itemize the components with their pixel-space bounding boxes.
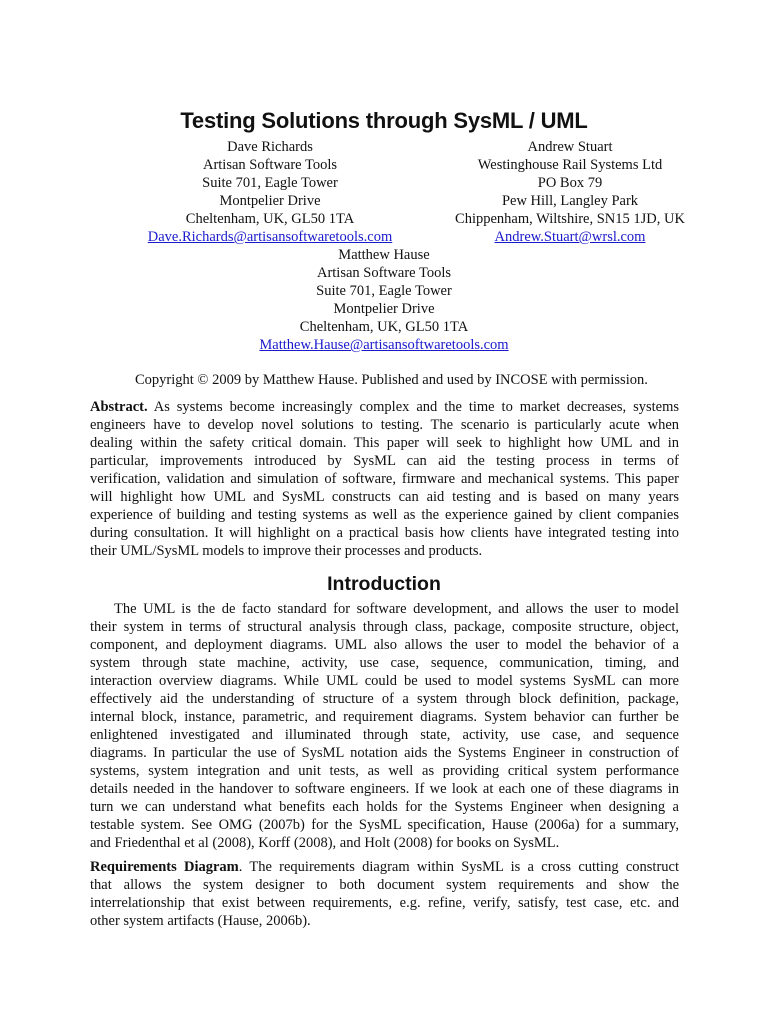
paragraph-line: The UML is the de facto standard for software development, and allows the user to model	[114, 601, 679, 617]
author-name: Dave Richards	[227, 139, 313, 155]
author-address-line: Montpelier Drive	[333, 301, 435, 317]
section-heading-introduction: Introduction	[327, 573, 441, 595]
author-address-line: Suite 701, Eagle Tower	[202, 175, 338, 191]
paragraph-line: testable system. See OMG (2007b) for the SysML specification, Hause (2006a) for a summary,	[90, 817, 679, 833]
paragraph-line: and Friedenthal et al (2008), Korff (2008), and Holt (2008) for books on SysML.	[90, 835, 560, 851]
author-email-link[interactable]: Andrew.Stuart@wrsl.com	[494, 229, 646, 245]
paragraph-line: enlightened investigated and illuminated through state, activity, use case, and sequence	[90, 727, 679, 743]
paragraph-line: internal block, instance, parametric, and requirement diagrams. System behavior can further be	[90, 709, 679, 725]
paragraph-line: effectively aid the understanding of structure of a system through block definition, package,	[90, 691, 679, 707]
author-address-line: PO Box 79	[537, 175, 603, 191]
paragraph-line: dealing within the safety critical domain. This paper will seek to highlight how UML and in	[90, 435, 679, 451]
paragraph-line: Requirements Diagram. The requirements diagram within SysML is a cross cutting construct	[90, 859, 679, 875]
copyright-notice: Copyright © 2009 by Matthew Hause. Published and used by INCOSE with permission.	[135, 372, 648, 388]
author-city: Cheltenham, UK, GL50 1TA	[185, 211, 355, 227]
abstract-label: Abstract.	[90, 399, 148, 415]
author-email-link[interactable]: Dave.Richards@artisansoftwaretools.com	[147, 229, 393, 245]
author-block-stuart	[405, 138, 735, 246]
introduction-paragraph	[90, 600, 679, 852]
author-city: Cheltenham, UK, GL50 1TA	[299, 319, 469, 335]
author-city: Chippenham, Wiltshire, SN15 1JD, UK	[455, 211, 685, 227]
paragraph-line: their system in terms of structural analysis through class, package, composite structure, object,	[90, 619, 679, 635]
paragraph-line: system through state machine, activity, use case, sequence, communication, timing, and	[90, 655, 679, 671]
paragraph-line: interaction overview diagrams. While UML could be used to model systems SysML can more	[90, 673, 679, 689]
author-name: Andrew Stuart	[527, 139, 613, 155]
paragraph-line: engineers have to develop novel solutions to testing. The scenario is particularly acute when	[90, 417, 679, 433]
author-block-richards	[95, 138, 445, 246]
paper-title: Testing Solutions through SysML / UML	[180, 108, 588, 133]
paragraph-line: verification, validation and simulation of software, firmware and mechanical systems. This paper	[90, 471, 679, 487]
paragraph-line: turn we can understand what benefits each holds for the Systems Engineer when designing a	[90, 799, 679, 815]
author-address-line: Suite 701, Eagle Tower	[316, 283, 452, 299]
author-address-line: Montpelier Drive	[219, 193, 321, 209]
paragraph-line: Abstract. As systems become increasingly complex and the time to market decreases, systems	[90, 399, 679, 415]
paragraph-line: component, and deployment diagrams. UML also allows the user to model the behavior of a	[90, 637, 679, 653]
author-email-link[interactable]: Matthew.Hause@artisansoftwaretools.com	[259, 337, 509, 353]
author-block-hause	[209, 246, 559, 354]
paragraph-line: interrelationship that exist between requirements, e.g. refine, verify, satisfy, test case, etc. and	[90, 895, 679, 911]
paragraph-line: details needed in the handover to software engineers. If we look at each one of these diagrams in	[90, 781, 679, 797]
paragraph-line: diagrams. In particular the use of SysML notation aids the Systems Engineer in construction of	[90, 745, 679, 761]
author-organization: Westinghouse Rail Systems Ltd	[477, 157, 663, 173]
requirements-diagram-label: Requirements Diagram	[90, 859, 239, 875]
author-organization: Artisan Software Tools	[202, 157, 338, 173]
paragraph-line: particular, improvements introduced by SysML can aid the testing process in terms of	[90, 453, 679, 469]
abstract-paragraph	[90, 398, 679, 560]
paragraph-line: their UML/SysML models to improve their processes and products.	[90, 543, 483, 559]
paragraph-line: during consultation. It will highlight on a practical basis how clients have integrated testing into	[90, 525, 679, 541]
requirements-diagram-paragraph	[90, 858, 679, 930]
paragraph-line: experience of building and testing systems as well as the experience gained by client companies	[90, 507, 679, 523]
author-name: Matthew Hause	[338, 247, 430, 263]
paragraph-line: systems, system integration and unit tests, as well as providing critical system performance	[90, 763, 679, 779]
paragraph-line: that allows the system designer to both document system requirements and show the	[90, 877, 679, 893]
paragraph-line: other system artifacts (Hause, 2006b).	[90, 913, 311, 929]
paragraph-line: will highlight how UML and SysML constructs can aid testing and is based on many years	[90, 489, 679, 505]
author-address-line: Pew Hill, Langley Park	[501, 193, 639, 209]
author-organization: Artisan Software Tools	[316, 265, 452, 281]
